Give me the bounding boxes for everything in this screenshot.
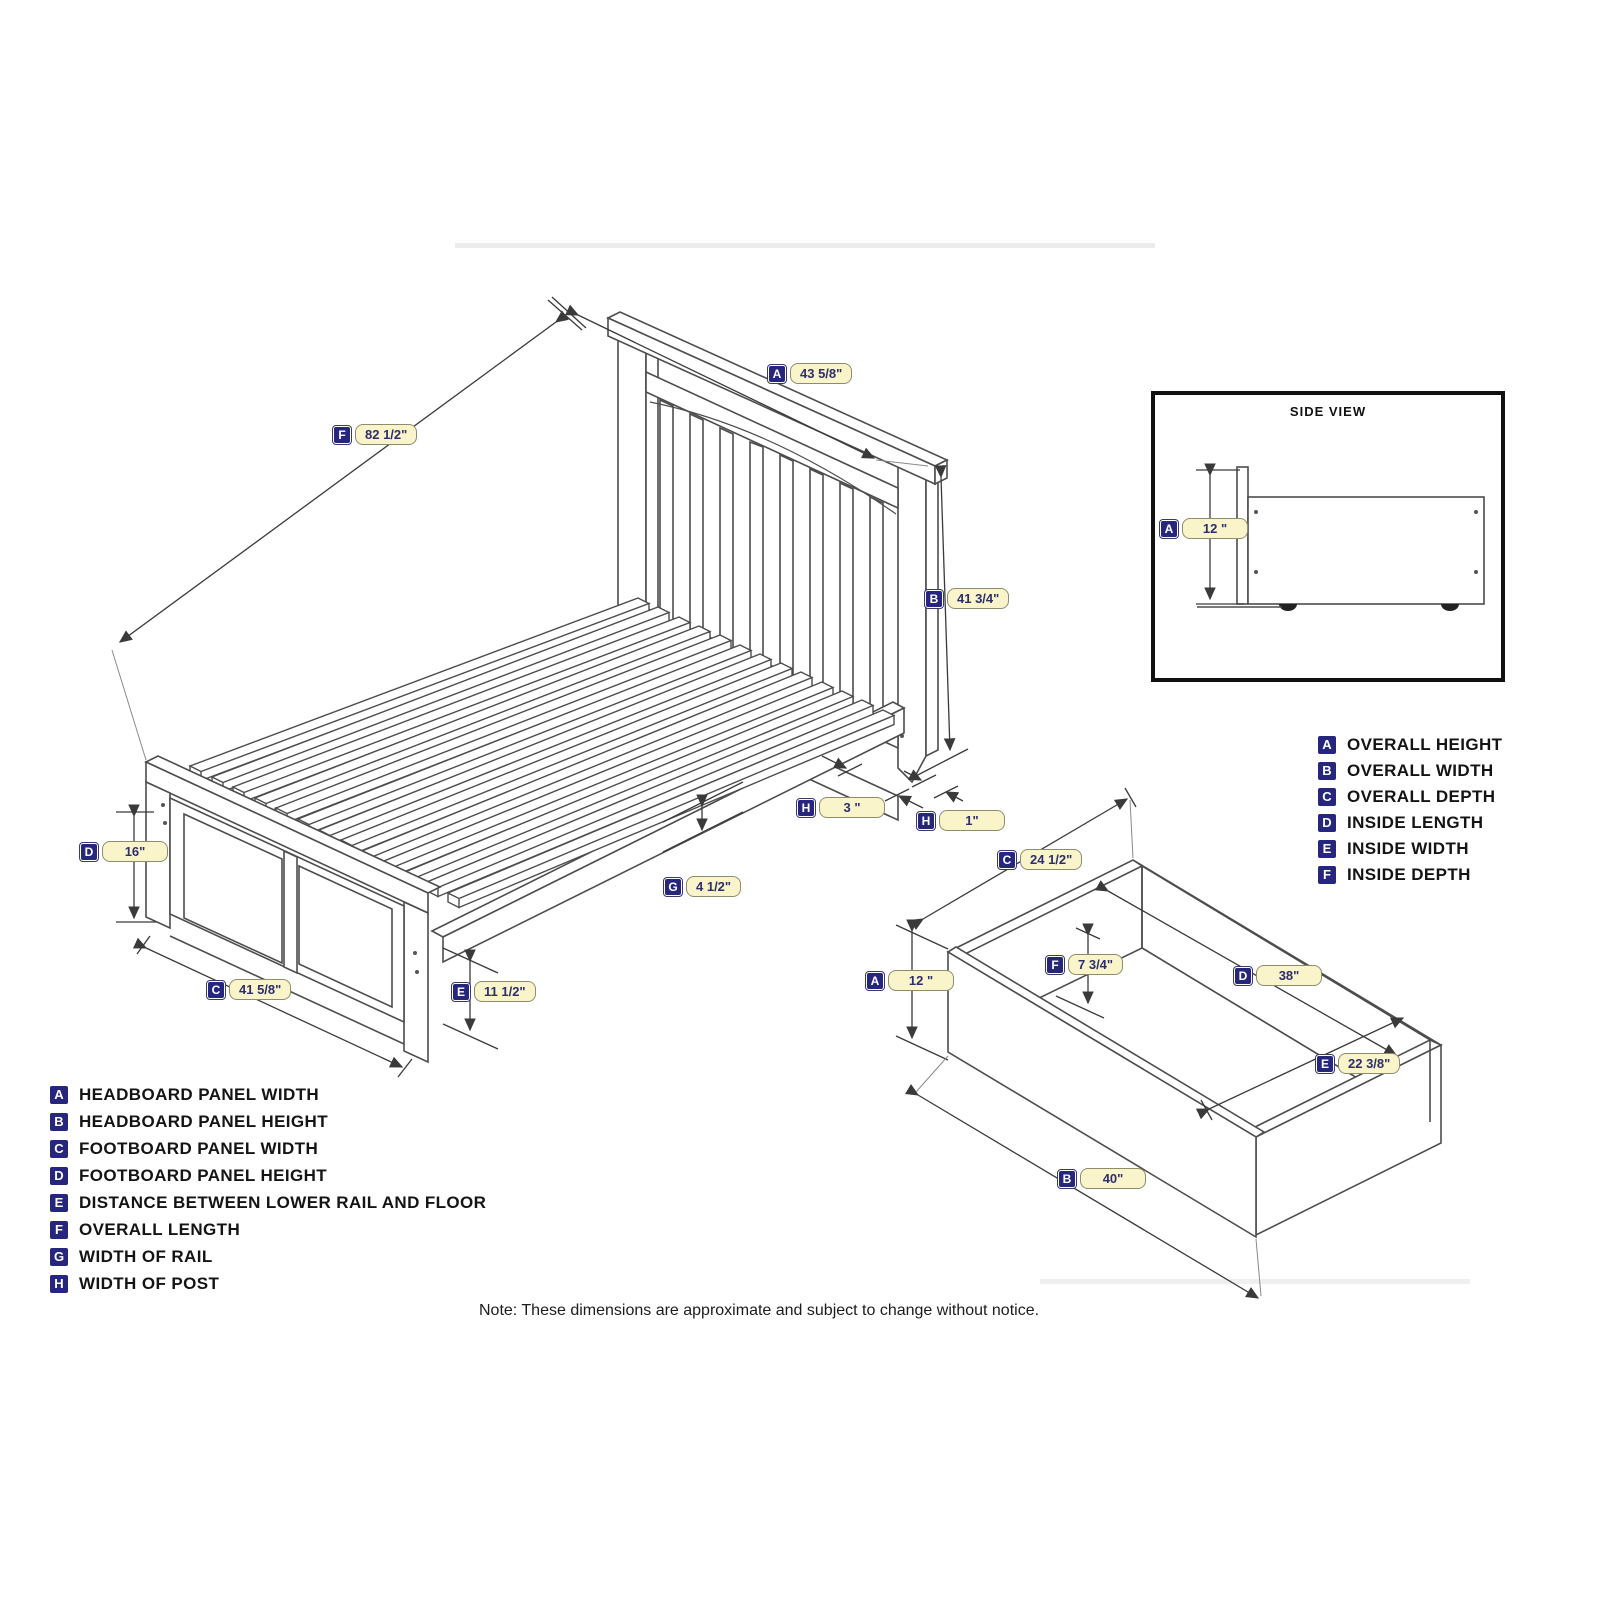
legend-badge: G [50,1248,68,1266]
legend-badge: F [50,1221,68,1239]
legend-badge: C [1318,788,1336,806]
dim-label-rail-to-floor [452,981,536,1002]
dim-badge-H: H [797,799,815,817]
legend-left-row-footboard-width [50,1140,318,1158]
dim-badge-F: F [333,426,351,444]
dim-badge-D: D [1234,967,1252,985]
underbed-drawer [948,860,1441,1237]
dim-value-G: 4 1/2" [686,876,741,897]
side-view-title: SIDE VIEW [1289,404,1367,419]
legend-text: INSIDE LENGTH [1347,813,1484,832]
legend-badge: A [50,1086,68,1104]
legend-text: FOOTBOARD PANEL HEIGHT [79,1166,328,1185]
legend-text: HEADBOARD PANEL WIDTH [79,1085,320,1104]
dim-value-drawer-C: 24 1/2" [1020,849,1082,870]
dim-value-D: 16" [102,841,168,862]
dim-badge-C: C [207,981,225,999]
legend-badge: H [50,1275,68,1293]
dim-badge-B: B [1058,1170,1076,1188]
legend-text: WIDTH OF RAIL [79,1247,213,1266]
dim-label-drawer-depth [998,849,1082,870]
dim-badge-D: D [80,843,98,861]
legend-right-row-inside-depth [1318,866,1471,884]
dim-badge-H: H [917,812,935,830]
dim-value-C: 41 5/8" [229,979,291,1000]
legend-text: OVERALL WIDTH [1347,761,1494,780]
dim-label-drawer-height [866,970,954,991]
legend-right-row-inside-width [1318,840,1469,858]
legend-text: OVERALL LENGTH [79,1220,241,1239]
dim-label-post-width-1 [917,810,1005,831]
dim-label-footboard-height [80,841,168,862]
legend-badge: B [1318,762,1336,780]
legend-right-row-inside-length [1318,814,1484,832]
scan-streak [455,243,1155,248]
dim-badge-A: A [1160,520,1178,538]
legend-left-row-rail-to-floor [50,1194,486,1212]
dim-badge-E: E [1316,1055,1334,1073]
legend-right-row-overall-depth [1318,788,1495,806]
dim-label-drawer-inside-width [1316,1053,1400,1074]
legend-badge: E [50,1194,68,1212]
dim-label-sideview-height [1160,518,1248,539]
dim-value-H3: 3 " [819,797,885,818]
dim-value-B: 41 3/4" [947,588,1009,609]
legend-badge: C [50,1140,68,1158]
legend-left-row-post-width [50,1275,219,1293]
legend-left-row-rail-width [50,1248,213,1266]
legend-text: INSIDE DEPTH [1347,865,1471,884]
dim-badge-B: B [925,590,943,608]
dim-label-post-width-3 [797,797,885,818]
legend-right-row-overall-height [1318,736,1502,754]
scan-streak [1040,1279,1470,1284]
legend-text: WIDTH OF POST [79,1274,220,1293]
legend-text: HEADBOARD PANEL HEIGHT [79,1112,329,1131]
legend-left-row-headboard-width [50,1086,319,1104]
approximation-note: Note: These dimensions are approximate and subject to change without notice. [479,1302,1040,1319]
dim-value-H1: 1" [939,810,1005,831]
dim-badge-G: G [664,878,682,896]
dim-badge-C: C [998,851,1016,869]
dim-value-drawer-F: 7 3/4" [1068,954,1123,975]
dim-value-sideview-A: 12 " [1182,518,1248,539]
dim-label-drawer-width [1058,1168,1146,1189]
dim-value-drawer-E: 22 3/8" [1338,1053,1400,1074]
dim-value-A: 43 5/8" [790,363,852,384]
dim-value-drawer-A: 12 " [888,970,954,991]
legend-badge: D [50,1167,68,1185]
legend-text: DISTANCE BETWEEN LOWER RAIL AND FLOOR [79,1193,487,1212]
dim-label-drawer-inside-length [1234,965,1322,986]
dim-badge-A: A [768,365,786,383]
dim-label-overall-length [333,424,417,445]
legend-text: OVERALL HEIGHT [1347,735,1503,754]
dim-badge-E: E [452,983,470,1001]
dim-label-headboard-height [925,588,1009,609]
dim-value-drawer-B: 40" [1080,1168,1146,1189]
legend-badge: A [1318,736,1336,754]
legend-badge: B [50,1113,68,1131]
dim-badge-F: F [1046,956,1064,974]
legend-text: FOOTBOARD PANEL WIDTH [79,1139,319,1158]
dim-value-drawer-D: 38" [1256,965,1322,986]
dim-label-rail-width [664,876,741,897]
dim-value-E: 11 1/2" [474,981,536,1002]
dim-value-F: 82 1/2" [355,424,417,445]
legend-left-row-headboard-height [50,1113,328,1131]
legend-text: OVERALL DEPTH [1347,787,1496,806]
dim-label-headboard-width [768,363,852,384]
legend-badge: D [1318,814,1336,832]
dim-badge-A: A [866,972,884,990]
dim-label-drawer-inside-depth [1046,954,1123,975]
legend-text: INSIDE WIDTH [1347,839,1469,858]
legend-left-row-overall-length [50,1221,240,1239]
legend-left-row-footboard-height [50,1167,327,1185]
legend-right-row-overall-width [1318,762,1494,780]
dim-label-footboard-width [207,979,291,1000]
legend-badge: F [1318,866,1336,884]
legend-badge: E [1318,840,1336,858]
